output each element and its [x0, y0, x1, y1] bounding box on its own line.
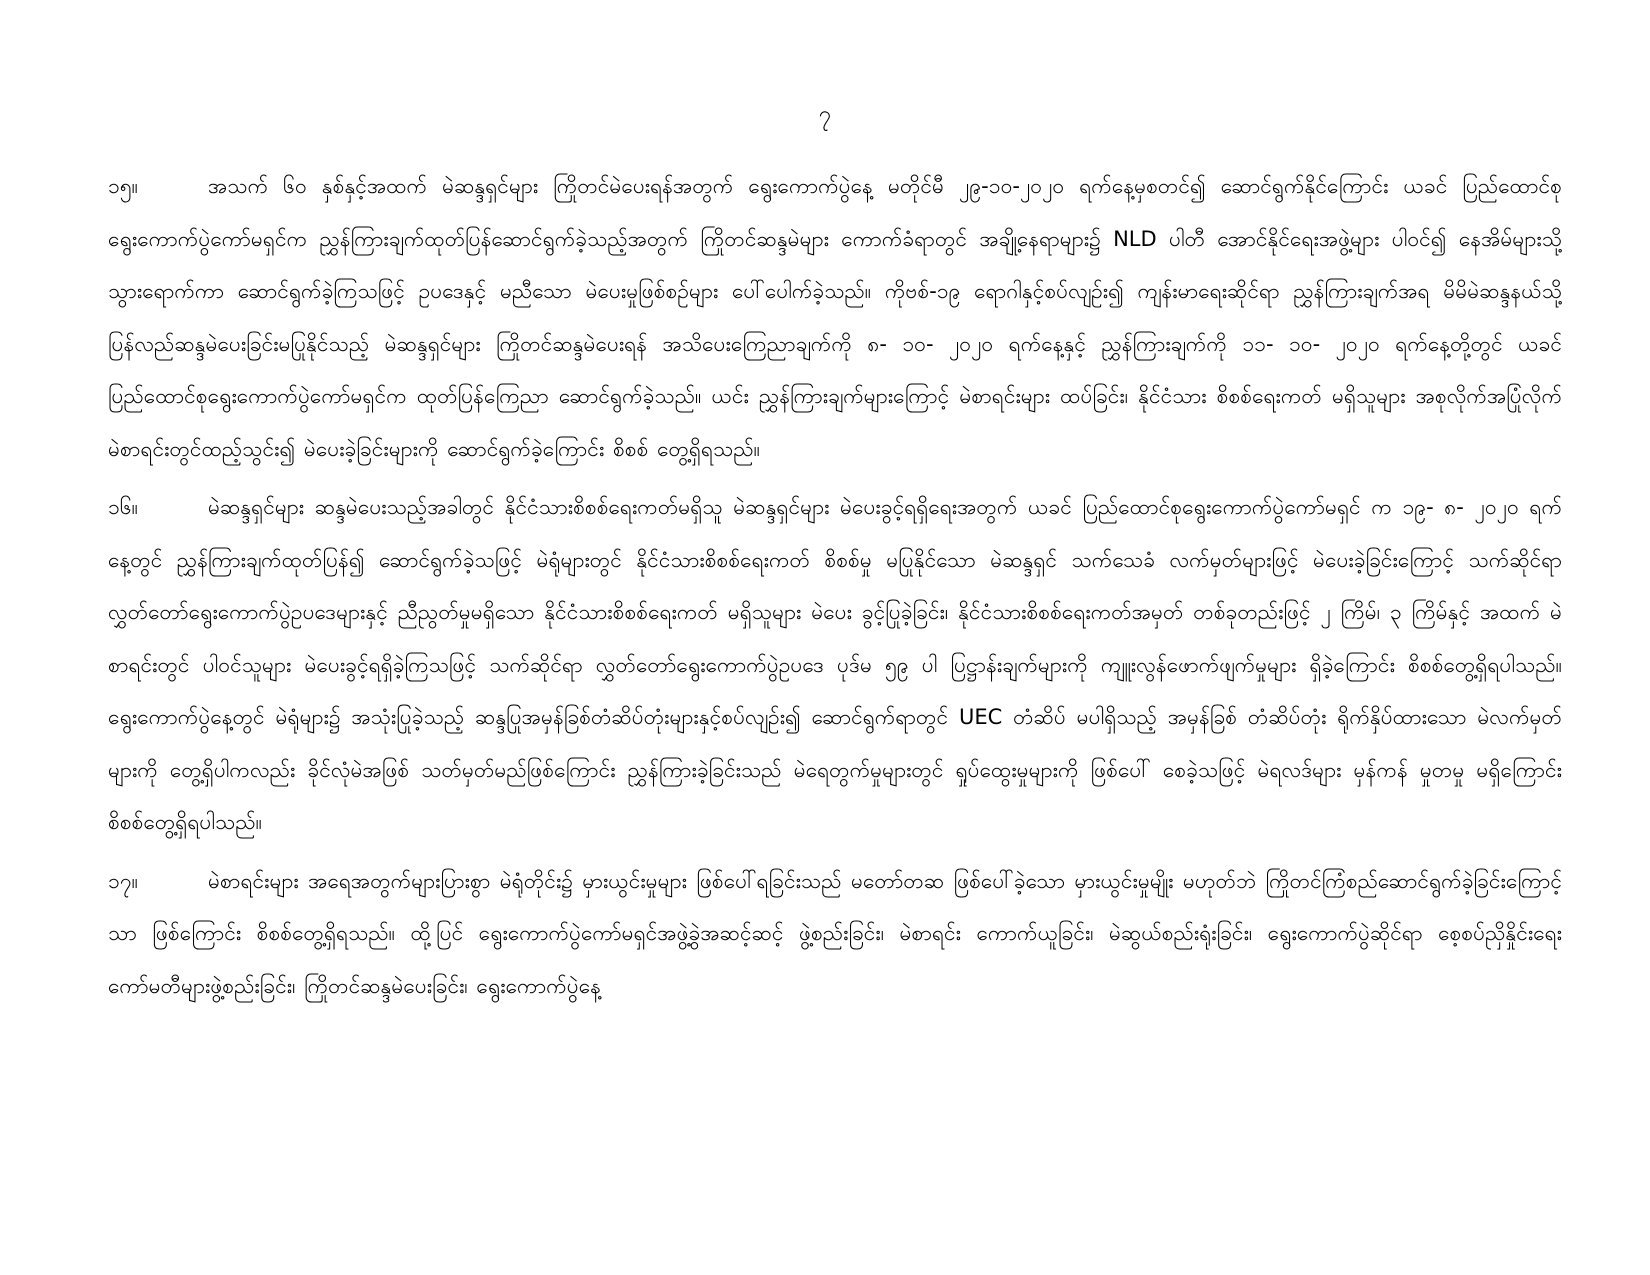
- paragraph-15: [108, 160, 1562, 475]
- document-body: [108, 160, 1562, 1018]
- paragraph-number: ၁၆။: [108, 495, 138, 519]
- paragraph-text: မဲဆန္ဒရှင်များ ဆန္ဒမဲပေးသည့်အခါတွင် နိုင်ငံသားစိစစ်ရေးကတ်မရှိသူ မဲဆန္ဒရှင်များ မဲပေးခွင့်ရရှိရေးအတွက် ယခင် ပြည်ထောင်စုရွေးကောက်ပွဲကော်မရှင် က ၁၉- ၈- ၂၀၂၀ ရက်နေ့တွင် ညွှန်ကြားချက်ထုတ်ပြန်၍ ဆောင်ရွက်ခဲ့သဖြင့် မဲရုံများတွင် နိုင်ငံသားစိစစ်ရေးကတ် စိစစ်မှု မပြုနိုင်သော မဲဆန္ဒရှင် သက်သေခံ လက်မှတ်များဖြင့် မဲပေးခဲ့ခြင်းကြောင့် သက်ဆိုင်ရာ လွှတ်တော်ရွေးကောက်ပွဲဥပဒေများနှင့် ညီညွတ်မှုမရှိသော နိုင်ငံသားစိစစ်ရေးကတ် မရှိသူများ မဲပေး ခွင့်ပြုခဲ့ခြင်း၊ နိုင်ငံသားစိစစ်ရေးကတ်အမှတ် တစ်ခုတည်းဖြင့် ၂ ကြိမ်၊ ၃ ကြိမ်နှင့် အထက် မဲစာရင်းတွင် ပါဝင်သူများ မဲပေးခွင့်ရရှိခဲ့ကြသဖြင့် သက်ဆိုင်ရာ လွှတ်တော်ရွေးကောက်ပွဲဥပဒေ ပုဒ်မ ၅၉ ပါ ပြဋ္ဌာန်းချက်များကို ကျူးလွန်ဖောက်ဖျက်မှုများ ရှိခဲ့ကြောင်း စိစစ်တွေ့ရှိရပါသည်။ ရွေးကောက်ပွဲနေ့တွင် မဲရုံများ၌ အသုံးပြုခဲ့သည့် ဆန္ဒပြုအမှန်ခြစ်တံဆိပ်တုံးများနှင့်စပ်လျဉ်း၍ ဆောင်ရွက်ရာတွင် UEC တံဆိပ် မပါရှိသည့် အမှန်ခြစ် တံဆိပ်တုံး ရိုက်နှိပ်ထားသော မဲလက်မှတ်များကို တွေ့ရှိပါကလည်း ခိုင်လုံမဲအဖြစ် သတ်မှတ်မည်ဖြစ်ကြောင်း ညွှန်ကြားခဲ့ခြင်းသည် မဲရေတွက်မှုများတွင် ရှုပ်ထွေးမှုများကို ဖြစ်ပေါ် စေခဲ့သဖြင့် မဲရလဒ်များ မှန်ကန် မှုတမှု မရှိကြောင်း စိစစ်တွေ့ရှိရပါသည်။: [108, 495, 1562, 834]
- paragraph-text: မဲစာရင်းများ အရေအတွက်များပြားစွာ မဲရုံတိုင်း၌ မှားယွင်းမှုများ ဖြစ်ပေါ်ရခြင်းသည် မတော်တဆ ဖြစ်ပေါ်ခဲ့သော မှားယွင်းမှုမျိုး မဟုတ်ဘဲ ကြိုတင်ကြံစည်ဆောင်ရွက်ခဲ့ခြင်းကြောင့်သာ ဖြစ်ကြောင်း စိစစ်တွေ့ရှိရသည်။ ထို့ပြင် ရွေးကောက်ပွဲကော်မရှင်အဖွဲ့ခွဲအဆင့်ဆင့် ဖွဲ့စည်းခြင်း၊ မဲစာရင်း ကောက်ယူခြင်း၊ မဲဆွယ်စည်းရုံးခြင်း၊ ရွေးကောက်ပွဲဆိုင်ရာ စေ့စပ်ညှိနှိုင်းရေး ကော်မတီများဖွဲ့စည်းခြင်း၊ ကြိုတင်ဆန္ဒမဲပေးခြင်း၊ ရွေးကောက်ပွဲနေ့: [108, 868, 1562, 998]
- paragraph-17: [108, 855, 1562, 1013]
- paragraph-16: [108, 481, 1562, 849]
- paragraph-number: ၁၇။: [108, 868, 138, 893]
- page-number: ၇: [818, 102, 832, 127]
- paragraph-text: အသက် ၆၀ နှစ်နှင့်အထက် မဲဆန္ဒရှင်များ ကြိုတင်မဲပေးရန်အတွက် ရွေးကောက်ပွဲနေ့ မတိုင်မီ ၂၉-၁၀-၂၀၂၀ ရက်နေ့မှစတင်၍ ဆောင်ရွက်နိုင်ကြောင်း ယခင် ပြည်ထောင်စု ရွေးကောက်ပွဲကော်မရှင်က ညွှန်ကြားချက်ထုတ်ပြန်ဆောင်ရွက်ခဲ့သည့်အတွက် ကြိုတင်ဆန္ဒမဲများ ကောက်ခံရာတွင် အချို့နေရာများ၌ NLD ပါတီ အောင်နိုင်ရေးအဖွဲ့များ ပါဝင်၍ နေအိမ်များသို့ သွားရောက်ကာ ဆောင်ရွက်ခဲ့ကြသဖြင့် ဥပဒေနှင့် မညီသော မဲပေးမှုဖြစ်စဉ်များ ပေါ်ပေါက်ခဲ့သည်။ ကိုဗစ်-၁၉ ရောဂါနှင့်စပ်လျဉ်း၍ ကျန်းမာရေးဆိုင်ရာ ညွှန်ကြားချက်အရ မိမိမဲဆန္ဒနယ်သို့ ပြန်လည်ဆန္ဒမဲပေးခြင်းမပြုနိုင်သည့် မဲဆန္ဒရှင်များ ကြိုတင်ဆန္ဒမဲပေးရန် အသိပေးကြေညာချက်ကို ၈- ၁၀- ၂၀၂၀ ရက်နေ့နှင့် ညွှန်ကြားချက်ကို ၁၁- ၁၀- ၂၀၂၀ ရက်နေ့တို့တွင် ယခင် ပြည်ထောင်စုရွေးကောက်ပွဲကော်မရှင်က ထုတ်ပြန်ကြေညာ ဆောင်ရွက်ခဲ့သည်။ ယင်း ညွှန်ကြားချက်များကြောင့် မဲစာရင်းများ ထပ်ခြင်း၊ နိုင်ငံသား စိစစ်ရေးကတ် မရှိသူများ အစုလိုက်အပြုံလိုက် မဲစာရင်းတွင်ထည့်သွင်း၍ မဲပေးခဲ့ခြင်းများကို ဆောင်ရွက်ခဲ့ကြောင်း စိစစ် တွေ့ရှိရသည်။: [108, 174, 1562, 461]
- paragraph-number: ၁၅။: [108, 174, 138, 198]
